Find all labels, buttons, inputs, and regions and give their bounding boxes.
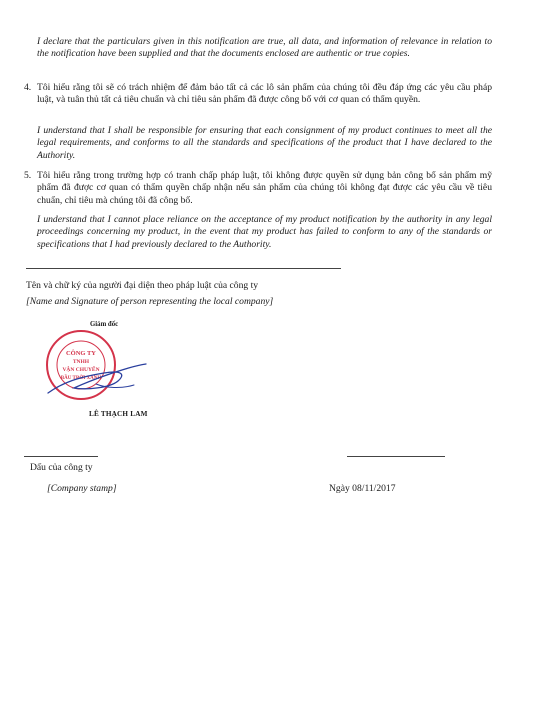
signature-label-en: [Name and Signature of person representing the local company] xyxy=(26,296,274,307)
item-5-text-en: I understand that I cannot place reliance on the acceptance of my product notification by the authority in any legal proceedings concerning my product, in the event that my product has failed to conform to any of the standards or specifications that I had previously declared to the Authority. xyxy=(37,214,492,250)
item-4-text-vi: Tôi hiểu rằng tôi sẽ có trách nhiệm để đảm bảo tất cả các lô sản phẩm của chúng tôi đều đáp ứng các yêu cầu pháp luật, và tuân thủ tất cả tiêu chuẩn và chỉ tiêu sản phẩm đã được công bố với cơ quan có thẩm quyền. xyxy=(37,82,492,106)
item-4-number: 4. xyxy=(24,82,32,93)
stamp-label-en: [Company stamp] xyxy=(47,483,117,494)
stamp-line-4: BẦU TRỜI XANH xyxy=(60,376,102,381)
declaration-text-en: I declare that the particulars given in this notification are true, all data, and information of relevance in relation to the notification have been supplied and that the documents enclosed are authentic or true copies. xyxy=(37,36,492,60)
stamp-label-vi: Dấu của công ty xyxy=(30,462,93,473)
date-line xyxy=(347,456,445,457)
stamp-line-1: CÔNG TY xyxy=(65,350,97,357)
signature-date: Ngày 08/11/2017 xyxy=(329,483,396,494)
seal-graphic xyxy=(26,318,176,423)
item-5-text-vi: Tôi hiểu rằng trong trường hợp có tranh chấp pháp luật, tôi không được quyền sử dụng bản công bố sản phẩm mỹ phẩm đã được cơ quan có thẩm quyền chấp nhận nếu sản phẩm của chúng tôi không đạt được các yêu cầu về tiêu chuẩn, chỉ tiêu mà chúng tôi đã công bố. xyxy=(37,170,492,206)
item-4-text-en: I understand that I shall be responsible for ensuring that each consignment of my product continues to meet all the legal requirements, and conforms to all the standards and specifications of the product that I have declared to the Authority. xyxy=(37,125,492,161)
signer-title: Giám đốc xyxy=(90,321,119,328)
signature-line xyxy=(26,268,341,269)
item-5-number: 5. xyxy=(24,170,32,181)
stamp-line-2: TNHH xyxy=(72,359,90,365)
signer-name: LÊ THẠCH LAM xyxy=(89,410,148,418)
signature-label-vi: Tên và chữ ký của người đại diện theo pháp luật của công ty xyxy=(26,280,259,291)
stamp-line xyxy=(24,456,98,457)
company-seal xyxy=(26,318,176,423)
stamp-line-3: VẬN CHUYỂN xyxy=(62,367,100,373)
